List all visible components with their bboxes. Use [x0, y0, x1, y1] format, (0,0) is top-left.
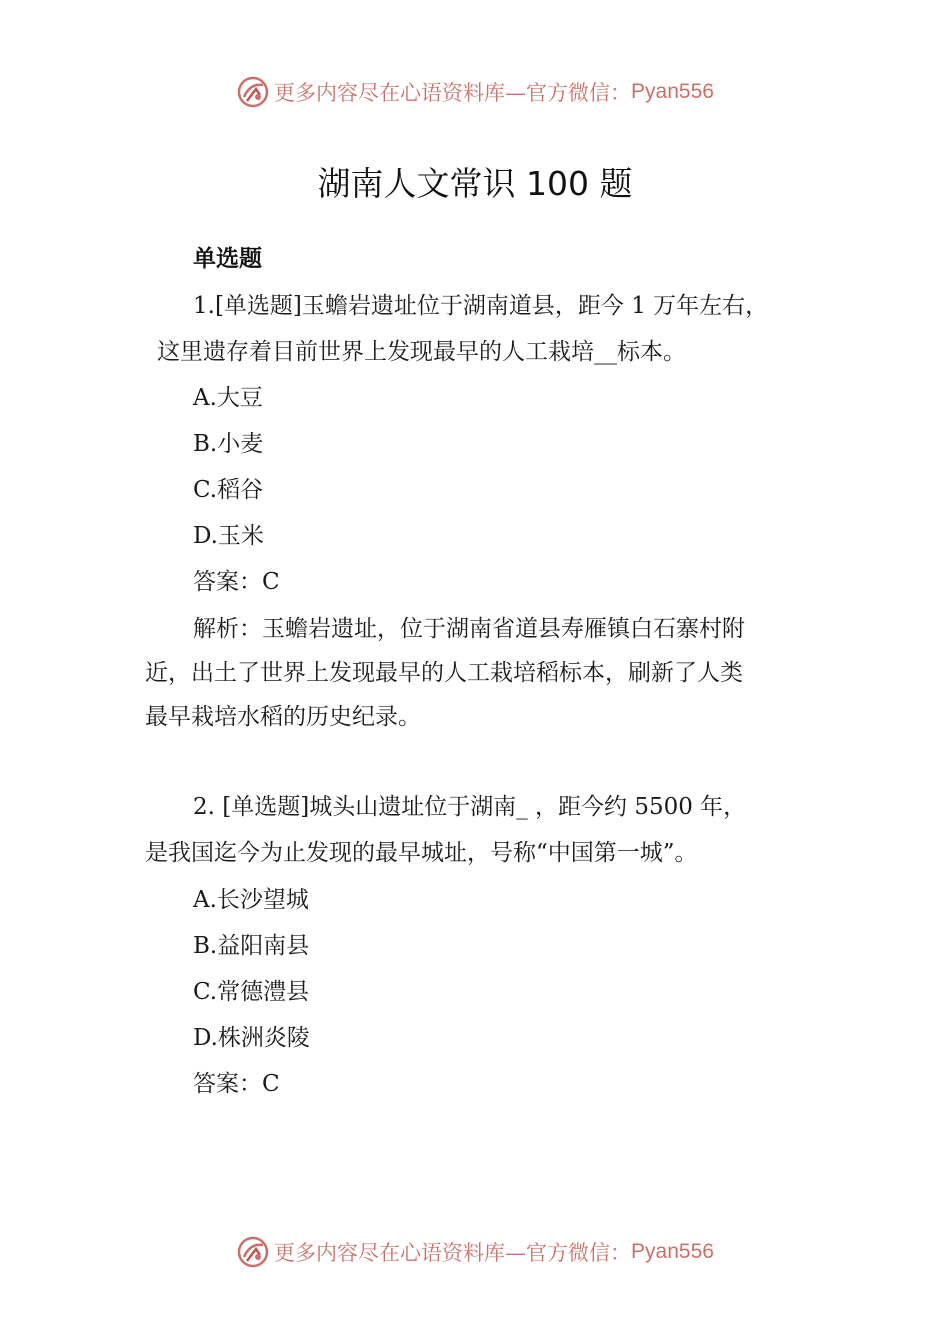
- option-a: A.大豆: [193, 385, 263, 411]
- question-stem: 是我国迄今为止发现的最早城址，号称“中国第一城”。: [145, 840, 698, 866]
- section-heading: 单选题: [193, 246, 262, 272]
- question-stem: 1.[单选题]玉蟾岩遗址位于湖南道县，距今 1 万年左右，: [193, 293, 769, 319]
- option-d: D.玉米: [193, 523, 264, 549]
- option-a: A.长沙望城: [193, 887, 309, 913]
- option-c: C.常德澧县: [193, 979, 310, 1005]
- answer: 答案：C: [193, 1071, 280, 1097]
- banner-text: 更多内容尽在心语资料库—官方微信：: [274, 81, 632, 105]
- banner-wechat-id: Pyan556: [631, 1240, 714, 1263]
- option-b: B.小麦: [193, 431, 264, 457]
- option-b: B.益阳南县: [193, 933, 310, 959]
- banner-wechat-id: Pyan556: [631, 80, 714, 103]
- document-title: 湖南人文常识 100 题: [317, 164, 633, 203]
- analysis: 近，出土了世界上发现最早的人工栽培稻标本，刷新了人类: [145, 660, 743, 686]
- footer-banner: [0, 1232, 950, 1272]
- option-c: C.稻谷: [193, 477, 264, 503]
- option-d: D.株洲炎陵: [193, 1025, 310, 1051]
- analysis: 最早栽培水稻的历史纪录。: [145, 704, 421, 730]
- question-stem: 2. [单选题]城头山遗址位于湖南_ ，距今约 5500 年，: [193, 794, 747, 820]
- answer: 答案：C: [193, 569, 280, 595]
- header-banner: [0, 72, 950, 112]
- brand-logo-icon: [236, 75, 270, 109]
- banner-text: 更多内容尽在心语资料库—官方微信：: [274, 1241, 632, 1265]
- question-stem: 这里遗存着目前世界上发现最早的人工栽培__标本。: [157, 339, 686, 365]
- brand-logo-icon: [236, 1235, 270, 1269]
- analysis: 解析：玉蟾岩遗址，位于湖南省道县寿雁镇白石寨村附: [193, 616, 745, 642]
